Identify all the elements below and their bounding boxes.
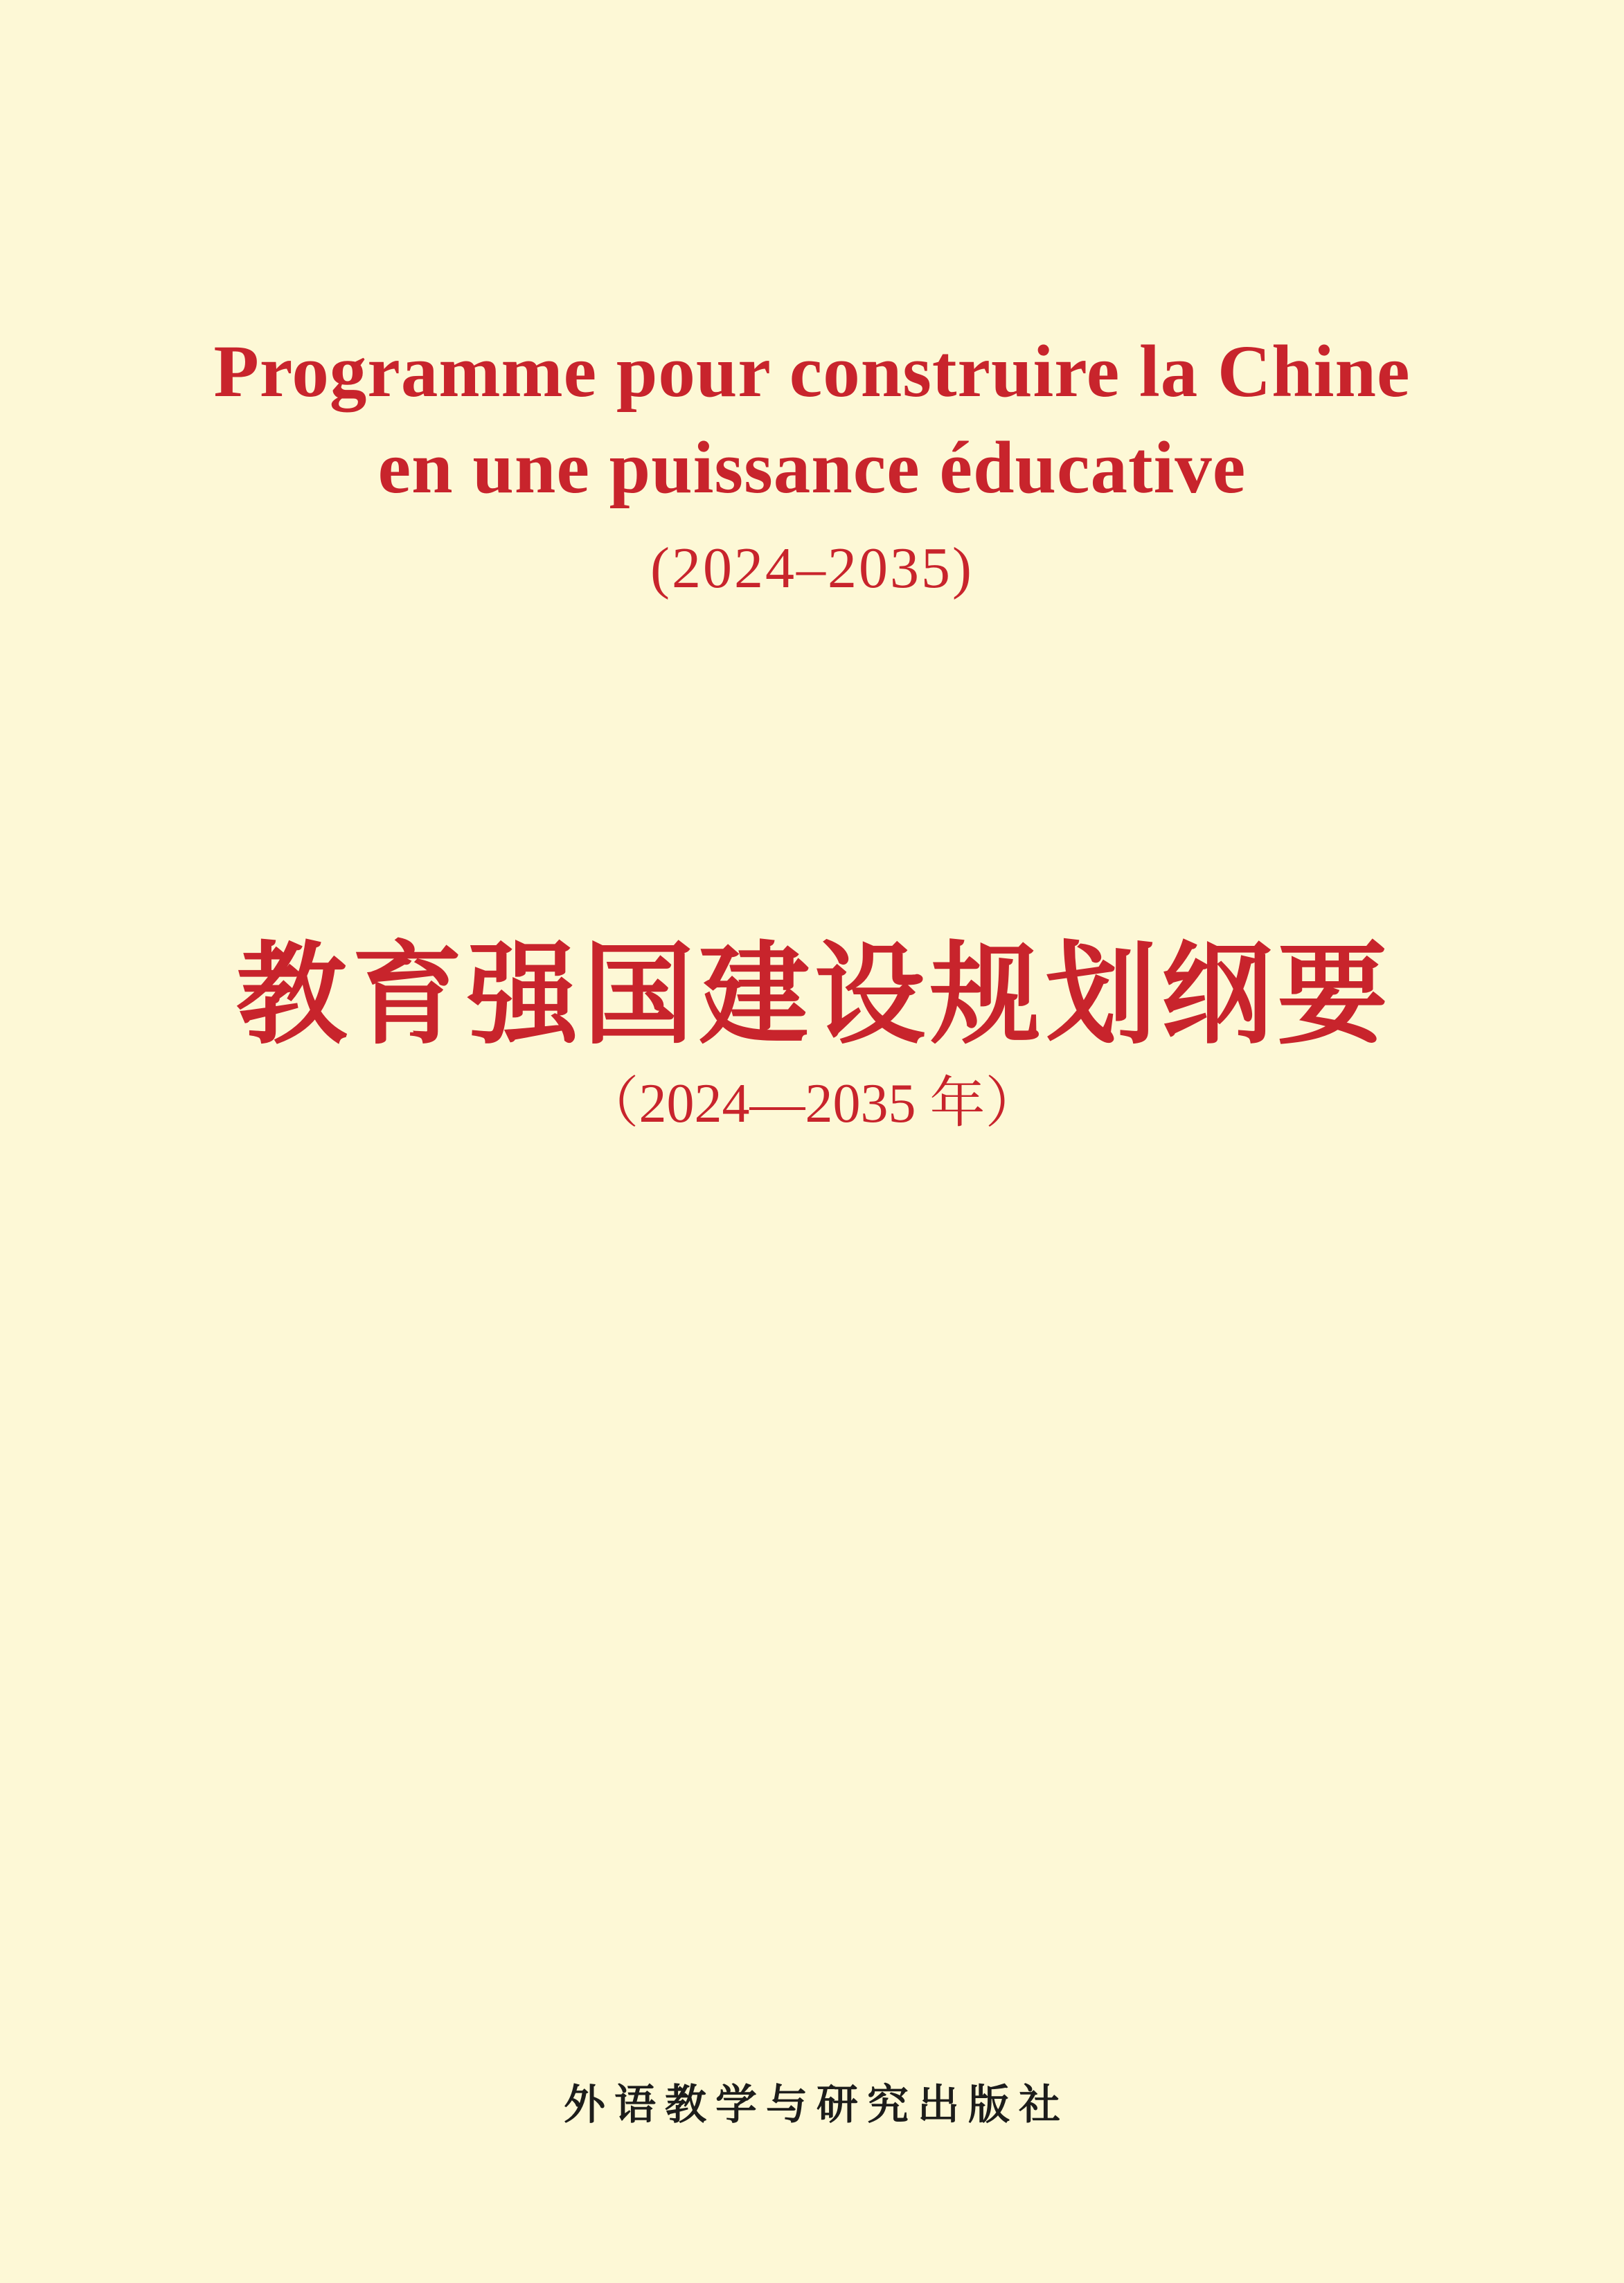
french-title-line2: en une puissance éducative bbox=[377, 427, 1247, 509]
chinese-year-range: （2024—2035 年） bbox=[583, 1073, 1041, 1134]
french-title-line1: Programme pour construire la Chine bbox=[213, 331, 1411, 413]
publisher-name: 外语教学与研究出版社 bbox=[564, 2081, 1069, 2128]
chinese-title: 教育强国建设规划纲要 bbox=[235, 934, 1393, 1057]
french-year-range: (2024–2035) bbox=[650, 536, 974, 600]
french-title bbox=[0, 324, 1624, 517]
